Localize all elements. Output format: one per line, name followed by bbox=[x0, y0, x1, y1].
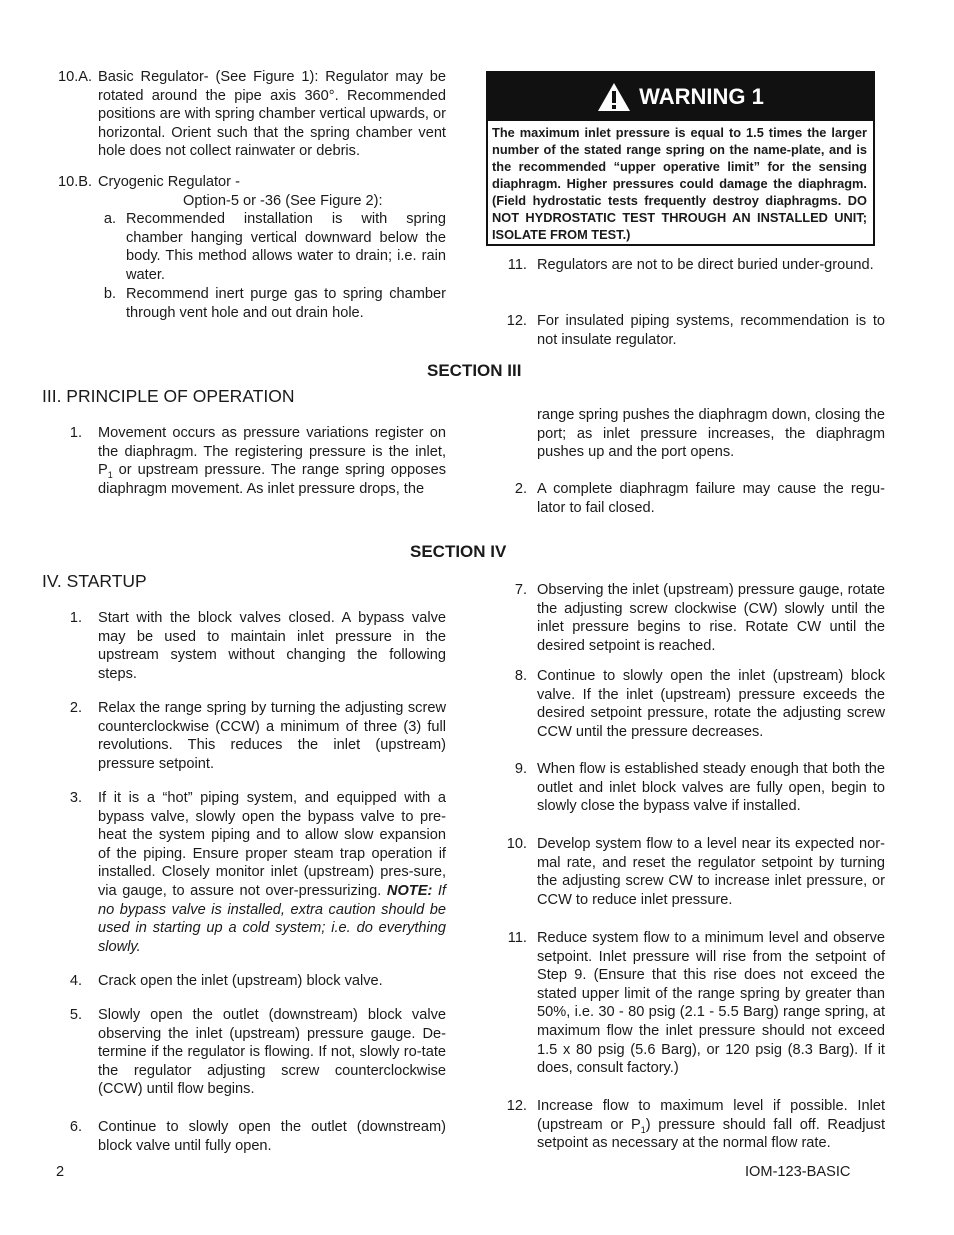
item-text: Increase flow to maximum level if possible. Inlet (upstream or $P_1$) pressure should fall off. Readjust setpoint as necessary at the normal flow rate. bbox=[537, 1098, 886, 1152]
page-number: 2 bbox=[56, 1164, 65, 1180]
subscript: 1 bbox=[640, 1124, 646, 1135]
list-item-a bbox=[58, 210, 446, 284]
item-text: Develop system flow to a level near its expected nor-mal rate, and reset the regulator setpoint by turning the adjusting screw CW to increase inlet pressure, or CCW to reduce inlet pressure. bbox=[537, 836, 885, 908]
section-4-item-8 bbox=[487, 667, 885, 741]
section-4-item-10 bbox=[487, 835, 885, 909]
item-text-line2: Option-5 or -36 (See Figure 2): bbox=[183, 192, 383, 209]
item-number: 3. bbox=[69, 790, 82, 806]
item-number: 6. bbox=[69, 1119, 82, 1135]
section-3-title: SECTION III bbox=[427, 361, 522, 380]
section-4-item-5 bbox=[42, 1006, 446, 1099]
section-4-item-3 bbox=[42, 789, 446, 956]
warning-box bbox=[486, 71, 875, 246]
note-label: NOTE: bbox=[386, 882, 433, 899]
item-text: If it is a “hot” piping system, and equipped with a bypass valve, slowly open the bypass valve to pre-heat the system piping and to allow slow expansion of the piping. Ensure proper steam trap operation if installed. Closely monitor inlet (upstream) pres-sure, via gauge, to assure not over-pressurizing. NOTE: If no bypass valve is installed, extra caution should be used in starting up a cold system; i.e. do everything slowly. bbox=[98, 790, 446, 955]
item-text: Regulators are not to be direct buried under-ground. bbox=[537, 257, 874, 273]
item-number: 2. bbox=[514, 481, 527, 497]
item-text: When flow is established steady enough that both the outlet and inlet block valves are fully open, begin to slowly close the bypass valve if installed. bbox=[537, 761, 885, 815]
item-number: 5. bbox=[69, 1007, 82, 1023]
item-number: 10.A. bbox=[58, 69, 93, 85]
item-text: A complete diaphragm failure may cause the regu-lator to fail closed. bbox=[537, 481, 885, 516]
item-text: Continue to slowly open the outlet (downstream) block valve until fully open. bbox=[98, 1119, 446, 1154]
section-4-item-4 bbox=[42, 972, 446, 991]
item-number: 10.B. bbox=[58, 174, 93, 190]
section-4-heading: IV. STARTUP bbox=[42, 571, 147, 591]
section-3-heading: III. PRINCIPLE OF OPERATION bbox=[42, 386, 295, 406]
item-number: 12. bbox=[506, 1098, 527, 1114]
section-4-item-12 bbox=[487, 1097, 885, 1153]
document-id: IOM-123-BASIC bbox=[745, 1164, 851, 1180]
item-text: Continue to slowly open the inlet (upstream) block valve. If the inlet (upstream) pressure exceeds the desired setpoint pressure, rotate the adjusting screw CCW until the pressure decreases. bbox=[537, 668, 885, 740]
warning-triangle-icon bbox=[597, 82, 631, 112]
item-number: a. bbox=[103, 211, 116, 227]
item-text: Recommended installation is with spring chamber hanging vertical downward below the body. This method allows water to drain; i.e. rain water. bbox=[126, 211, 446, 283]
item-number: 2. bbox=[69, 700, 82, 716]
item-text: Observing the inlet (upstream) pressure gauge, rotate the adjusting screw clockwise (CW) slowly until the inlet pressure begins to rise. Rotate CW until the desired setpoint is reached. bbox=[537, 582, 885, 654]
item-text: Slowly open the outlet (downstream) block valve observing the inlet (upstream) pressure gauge. De-termine if the regulator is flowing. If not, slowly ro-tate the regulator adjusting screw counterclockwise (CCW) until flow begins. bbox=[98, 1007, 446, 1098]
list-item-11 bbox=[487, 256, 885, 275]
item-text: Reduce system flow to a minimum level and observe setpoint. Inlet pressure will rise from the setpoint of Step 9. (Ensure that this rise does not exceed the stated upper limit of the range spring by greater than 50%, i.e. 30 - 80 psig (2.1 - 5.5 Barg) range spring, at maximum flow the inlet pressure should not exceed 1.5 x 80 psig (5.6 Barg), or 120 psig (8.3 Barg). If it does, consult factory.) bbox=[537, 930, 885, 1077]
item-number: 12. bbox=[506, 313, 527, 329]
item-number: 9. bbox=[514, 761, 527, 777]
item-number: 1. bbox=[69, 425, 82, 441]
warning-header bbox=[488, 73, 873, 121]
list-item-10b bbox=[58, 173, 446, 210]
section-4-item-7 bbox=[487, 581, 885, 655]
item-text: Movement occurs as pressure variations register on the diaphragm. The registering pressure is the inlet, $P_1$ or upstream pressure. The range spring opposes diaphragm movement. As inlet pressure drops, the bbox=[98, 425, 446, 497]
item-number: b. bbox=[103, 286, 116, 302]
item-number: 7. bbox=[514, 582, 527, 598]
section-4-item-1 bbox=[42, 609, 446, 683]
item-number: 1. bbox=[69, 610, 82, 626]
item-number: 4. bbox=[69, 973, 82, 989]
item-text: For insulated piping systems, recommendation is to not insulate regulator. bbox=[537, 313, 885, 348]
note-text: If no bypass valve is installed, extra caution should be used in starting up a cold system; i.e. do everything slowly. bbox=[98, 882, 446, 955]
section-3-item-1-continued: range spring pushes the diaphragm down, closing the port; as inlet pressure increases, the diaphragm pushes up and the port opens. bbox=[537, 407, 885, 461]
section-4-item-2 bbox=[42, 699, 446, 773]
item-number: 10. bbox=[506, 836, 527, 852]
section-4-item-9 bbox=[487, 760, 885, 816]
warning-title: WARNING 1 bbox=[639, 83, 764, 109]
item-number: 11. bbox=[507, 257, 527, 273]
list-item-12 bbox=[487, 312, 885, 349]
list-item-b bbox=[58, 285, 446, 322]
section-3-item-1 bbox=[42, 424, 446, 498]
item-number: 11. bbox=[507, 930, 527, 946]
subscript: 1 bbox=[107, 470, 113, 481]
section-3-item-2 bbox=[487, 480, 885, 517]
section-4-item-6 bbox=[42, 1118, 446, 1155]
section-4-item-11 bbox=[487, 929, 885, 1078]
item-number: 8. bbox=[514, 668, 527, 684]
item-text: Start with the block valves closed. A bypass valve may be used to maintain inlet pressure in the upstream system without changing the following steps. bbox=[98, 610, 446, 682]
item-text: Crack open the inlet (upstream) block valve. bbox=[98, 973, 383, 989]
item-text: Recommend inert purge gas to spring chamber through vent hole and out drain hole. bbox=[126, 286, 446, 321]
item-text: Basic Regulator- (See Figure 1): Regulator may be rotated around the pipe axis 360°. Recommended positions are with spring chamber vertical upwards, or horizontal. Orient such that the spring chamber vent hole does not collect rainwater or debris. bbox=[98, 69, 446, 160]
warning-text: The maximum inlet pressure is equal to 1.5 times the larger number of the stated range spring on the name-plate, and is the recommended “upper operative limit” for the sensing diaphragm. Higher pressures could damage the diaphragm. (Field hydrostatic tests frequently destroy diaphragms. DO NOT HYDROSTATIC TEST THROUGH AN INSTALLED UNIT; ISOLATE FROM TEST.) bbox=[492, 125, 867, 242]
section-4-title: SECTION IV bbox=[410, 542, 507, 561]
item-text-line1: Cryogenic Regulator - bbox=[98, 174, 240, 190]
list-item-10a bbox=[40, 68, 446, 161]
item-text: Relax the range spring by turning the adjusting screw counterclockwise (CCW) a minimum of three (3) full revolutions. This reduces the inlet (upstream) pressure setpoint. bbox=[98, 700, 446, 772]
